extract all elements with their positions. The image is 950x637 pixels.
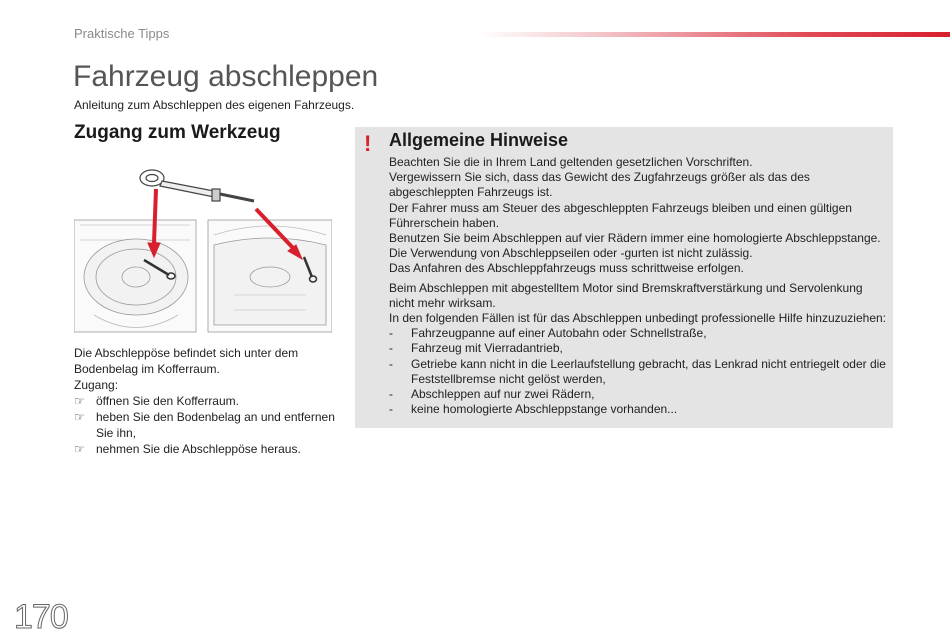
page-title: Fahrzeug abschleppen <box>73 60 379 93</box>
note-line: Vergewissern Sie sich, dass das Gewicht des Zugfahrzeugs größer als das des abgeschleppten Fahrzeugs ist. <box>389 170 810 200</box>
dash-marker: - <box>389 341 393 356</box>
pointing-hand-icon: ☞ <box>74 410 85 424</box>
note-line: Beim Abschleppen mit abgestelltem Motor sind Bremskraftverstärkung und Servolenkung nicht mehr wirksam. <box>389 280 863 310</box>
page-number: 170 <box>14 598 68 636</box>
dash-marker: - <box>389 326 393 341</box>
list-item: - Fahrzeug mit Vierradantrieb, <box>389 341 563 356</box>
tool-access-heading: Zugang zum Werkzeug <box>74 122 281 143</box>
note-line: Das Anfahren des Abschleppfahrzeugs muss schrittweise erfolgen. <box>389 261 744 276</box>
trunk-panel-left <box>74 220 196 332</box>
warning-icon: ! <box>364 131 372 156</box>
professional-help-cases <box>389 326 889 417</box>
list-item: ☞ heben Sie den Bodenbelag an und entfernen Sie ihn, <box>74 410 335 440</box>
dash-marker: - <box>389 356 393 371</box>
list-item: - Getriebe kann nicht in die Leerlaufstellung gebracht, das Lenkrad nicht entriegelt oder die Feststellbremse nicht gelöst werden, <box>389 356 886 386</box>
general-notes-box <box>355 127 893 428</box>
note-line: In den folgenden Fällen ist für das Abschleppen unbedingt professionelle Hilfe hinzuzuziehen: <box>389 311 887 326</box>
header-accent-bar <box>478 32 950 37</box>
list-item: - Fahrzeugpanne auf einer Autobahn oder Schnellstraße, <box>389 326 707 341</box>
dash-marker: - <box>389 402 393 417</box>
list-item: ☞ nehmen Sie die Abschleppöse heraus. <box>74 442 301 456</box>
page-subtitle: Anleitung zum Abschleppen des eigenen Fahrzeugs. <box>74 98 355 112</box>
note-line: Beachten Sie die in Ihrem Land geltenden gesetzlichen Vorschriften. <box>389 155 753 169</box>
list-item: - keine homologierte Abschleppstange vorhanden... <box>389 402 678 417</box>
note-line: Der Fahrer muss am Steuer des abgeschleppten Fahrzeugs bleiben und einen gültigen Führerschein haben. <box>389 200 852 230</box>
towing-eye-illustration <box>74 165 332 335</box>
general-notes-body <box>389 155 889 417</box>
pointing-hand-icon: ☞ <box>74 394 85 408</box>
trunk-panel-right <box>208 220 332 332</box>
dash-marker: - <box>389 387 393 402</box>
note-line: Benutzen Sie beim Abschleppen auf vier Rädern immer eine homologierte Abschleppstange. Die Verwendung von Abschleppseilen oder -gurten ist nicht zulässig. <box>389 231 881 261</box>
intro-text: Die Abschleppöse befindet sich unter dem Bodenbelag im Kofferraum. <box>74 346 299 376</box>
list-item: ☞ öffnen Sie den Kofferraum. <box>74 394 239 408</box>
tool-access-text <box>74 345 344 457</box>
list-item: - Abschleppen auf nur zwei Rädern, <box>389 387 595 402</box>
general-notes-heading: Allgemeine Hinweise <box>389 130 569 150</box>
pointing-hand-icon: ☞ <box>74 442 85 456</box>
access-steps <box>74 393 344 457</box>
access-label: Zugang: <box>74 378 119 392</box>
section-label: Praktische Tipps <box>74 26 170 41</box>
